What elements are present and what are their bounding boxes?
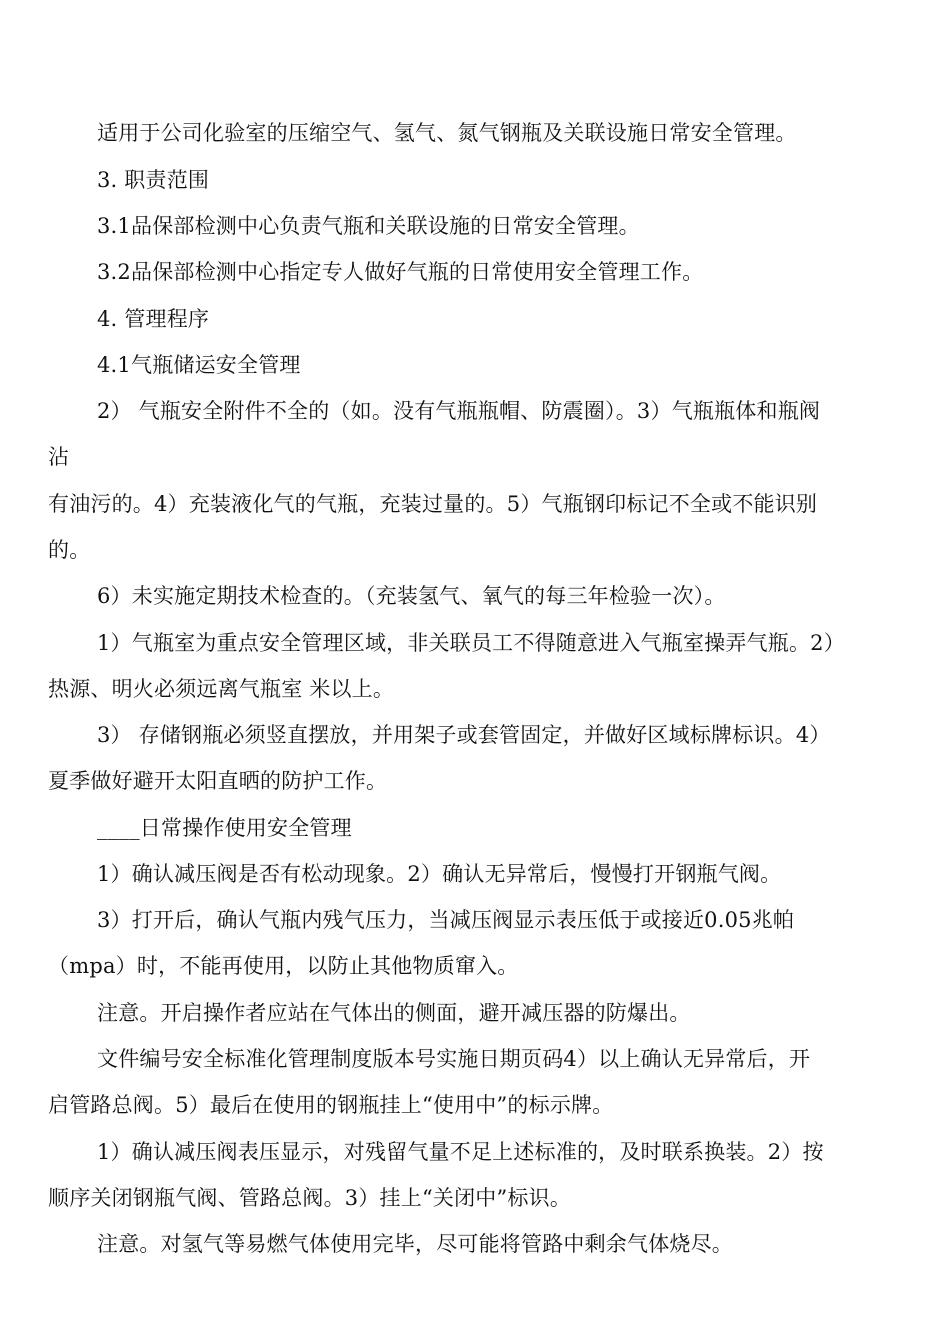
text-line-storage-2-wrap: 沾 xyxy=(48,445,70,469)
text-line-room-3: 3） 存储钢瓶必须竖直摆放，并用架子或套管固定，并做好区域标牌标识。4） xyxy=(97,723,831,747)
text-line-3-2: 3.2品保部检测中心指定专人做好气瓶的日常使用安全管理工作。 xyxy=(97,260,704,284)
text-line-doc-header-wrap: 启管路总阀。5）最后在使用的钢瓶挂上“使用中”的标示牌。 xyxy=(48,1093,614,1117)
heading-4-1: 4.1气瓶储运安全管理 xyxy=(97,353,301,377)
text-line-scope: 适用于公司化验室的压缩空气、氢气、氮气钢瓶及关联设施日常安全管理。 xyxy=(97,121,797,145)
heading-procedures: 4. 管理程序 xyxy=(97,307,210,331)
heading-daily-operation: ____日常操作使用安全管理 xyxy=(97,816,352,840)
text-line-note-open: 注意。开启操作者应站在气体出的侧面，避开减压器的防爆出。 xyxy=(97,1001,691,1025)
heading-responsibilities: 3. 职责范围 xyxy=(97,168,210,192)
text-line-storage-2: 2） 气瓶安全附件不全的（如。没有气瓶瓶帽、防震圈）。3）气瓶瓶体和瓶阀 xyxy=(97,399,821,423)
text-line-note-close: 注意。对氢气等易燃气体使用完毕，尽可能将管路中剩余气体烧尽。 xyxy=(97,1232,733,1256)
text-line-operation-3-wrap: （mpa）时，不能再使用，以防止其他物质窜入。 xyxy=(48,954,519,978)
text-line-storage-4: 有油污的。4）充装液化气的气瓶，充装过量的。5）气瓶钢印标记不全或不能识别 xyxy=(48,492,818,516)
text-line-doc-header: 文件编号安全标准化管理制度版本号实施日期页码4）以上确认无异常后，开 xyxy=(97,1047,811,1071)
text-line-close-1-wrap: 顺序关闭钢瓶气阀、管路总阀。3）挂上“关闭中”标识。 xyxy=(48,1186,572,1210)
text-line-operation-1: 1）确认减压阀是否有松动现象。2）确认无异常后，慢慢打开钢瓶气阀。 xyxy=(97,862,782,886)
text-line-room-3-wrap: 夏季做好避开太阳直晒的防护工作。 xyxy=(48,769,388,793)
text-line-storage-4-wrap: 的。 xyxy=(48,538,91,562)
text-line-close-1: 1）确认减压阀表压显示，对残留气量不足上述标准的，及时联系换装。2）按 xyxy=(97,1140,824,1164)
text-line-room-1-wrap: 热源、明火必须远离气瓶室 米以上。 xyxy=(48,677,395,701)
text-line-3-1: 3.1品保部检测中心负责气瓶和关联设施的日常安全管理。 xyxy=(97,214,640,238)
text-line-room-1: 1）气瓶室为重点安全管理区域，非关联员工不得随意进入气瓶室操弄气瓶。2） xyxy=(97,631,845,655)
text-line-operation-3: 3）打开后，确认气瓶内残气压力，当减压阀显示表压低于或接近0.05兆帕 xyxy=(97,908,795,932)
text-line-storage-6: 6）未实施定期技术检查的。（充装氢气、氧气的每三年检验一次）。 xyxy=(97,584,726,608)
